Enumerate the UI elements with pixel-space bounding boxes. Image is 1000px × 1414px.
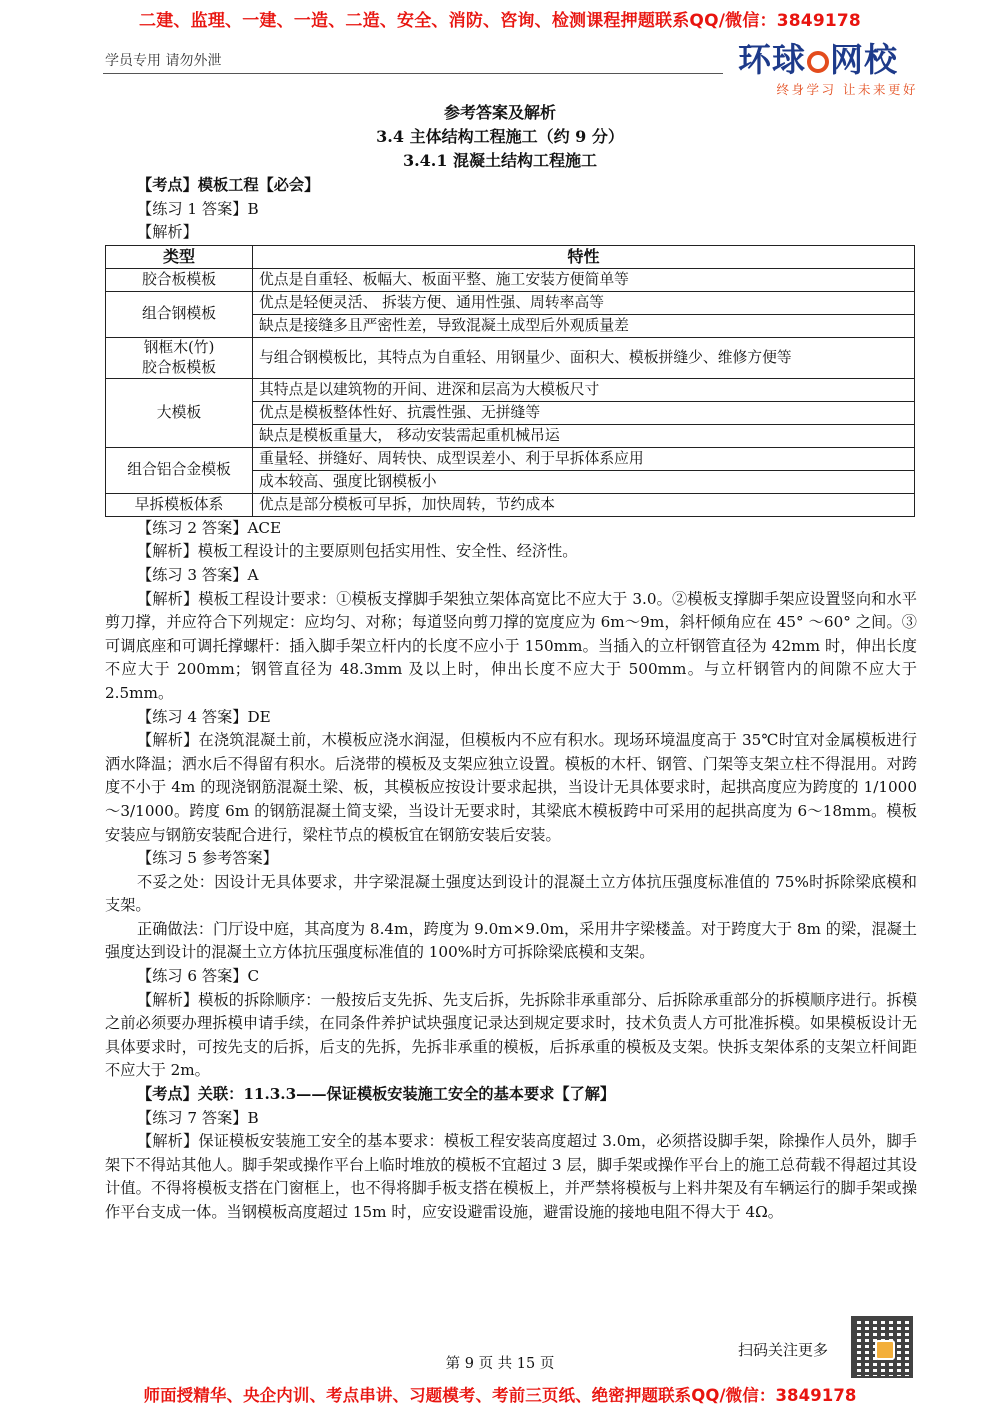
exercise-4-answer: 【练习 4 答案】DE bbox=[137, 707, 271, 726]
feature-cell: 优点是模板整体性好、抗震性强、无拼缝等 bbox=[253, 401, 915, 424]
type-cell-line: 钢框木(竹) bbox=[143, 338, 215, 356]
table-row bbox=[106, 268, 915, 291]
kaodian-heading: 【考点】模板工程【必会】 bbox=[137, 176, 320, 194]
logo-text-a: 环球 bbox=[738, 40, 806, 79]
top-ad-banner: 二建、监理、一建、一造、二造、安全、消防、咨询、检测课程押题联系QQ/微信：3849178 bbox=[139, 11, 861, 31]
feature-cell: 缺点是模板重量大， 移动安装需起重机械吊运 bbox=[253, 424, 915, 447]
table-row bbox=[106, 493, 915, 516]
feature-cell: 重量轻、拼缝好、周转快、成型误差小、利于早拆体系应用 bbox=[253, 447, 915, 470]
kaodian-heading-2: 【考点】关联：11.3.3——保证模板安装施工安全的基本要求【了解】 bbox=[137, 1085, 616, 1104]
exercise-2-answer: 【练习 2 答案】ACE bbox=[137, 518, 282, 537]
exercise-7-answer: 【练习 7 答案】B bbox=[137, 1108, 259, 1127]
feature-cell: 优点是自重轻、板幅大、板面平整、施工安装方便简单等 bbox=[253, 268, 915, 291]
logo-wordmark bbox=[738, 40, 918, 80]
exercise-6-analysis: 【解析】模板的拆除顺序：一般按后支先拆、先支后拆，先拆除非承重部分、后拆除承重部分的拆模顺序进行。拆模之前必须要办理拆模申请手续，在同条件养护试块强度记录达到规定要求时，技术负责人方可批准拆模。如果模板设计无具体要求时，可按先支的后拆，后支的先拆，先拆非承重的模板，后拆承重的模板及支架。快拆支架体系的支架立杆间距不应大于 2m。 bbox=[105, 990, 917, 1080]
table-row bbox=[106, 291, 915, 314]
scan-follow-text: 扫码关注更多 bbox=[738, 1341, 829, 1359]
bottom-ad-banner: 师面授精华、央企内训、考点串讲、习题模考、考前三页纸、绝密押题联系QQ/微信：3849178 bbox=[143, 1386, 857, 1405]
exercise-5-correct: 正确做法：门厅设中庭，其高度为 8.4m，跨度为 9.0m×9.0m，采用井字梁楼盖。对于跨度大于 8m 的梁，混凝土强度达到设计的混凝土立方体抗压强度标准值的 100%时方可拆除梁底模和支架。 bbox=[105, 919, 917, 962]
feature-cell: 优点是轻便灵活、 拆装方便、通用性强、周转率高等 bbox=[253, 291, 915, 314]
type-cell-line: 胶合板模板 bbox=[142, 358, 216, 376]
table-row bbox=[106, 378, 915, 401]
type-cell: 组合钢模板 bbox=[106, 291, 253, 337]
exercise-7-analysis: 【解析】保证模板安装施工安全的基本要求：模板工程安装高度超过 3.0m，必须搭设脚手架，除操作人员外，脚手架下不得站其他人。脚手架或操作平台上临时堆放的模板不宜超过 3 层，脚手架或操作平台上的施工总荷载不得超过其设计值。不得将模板支搭在门窗框上，也不得将脚手板支搭在模板上，并严禁将模板与上料井架及有车辆运行的脚手架或操作平台支成一体。当钢模板高度超过 15m 时，应安设避雷设施，避雷设施的接地电阻不得大于 4Ω。 bbox=[105, 1132, 917, 1221]
exercise-4-analysis: 【解析】在浇筑混凝土前，木模板应浇水润湿，但模板内不应有积水。现场环境温度高于 35℃时宜对金属模板进行洒水降温；洒水后不得留有积水。后浇带的模板及支架应独立设置。模板的木杆、钢管、门架等支架立柱不得混用。对跨度不小于 4m 的现浇钢筋混凝土梁、板，其模板应按设计要求起拱，当设计无具体要求时，起拱高度应为跨度的 1/1000～3/1000。跨度 6m 的钢筋混凝土简支梁，当设计无要求时，其梁底木模板跨中可采用的起拱高度为 6～18mm。模板安装应与钢筋安装配合进行，梁柱节点的模板宜在钢筋安装后安装。 bbox=[105, 731, 917, 844]
feature-cell: 缺点是接缝多且严密性差，导致混凝土成型后外观质量差 bbox=[253, 314, 915, 337]
exercise-3-answer: 【练习 3 答案】A bbox=[137, 565, 259, 584]
page-number: 第 9 页 共 15 页 bbox=[445, 1356, 555, 1372]
type-cell bbox=[106, 337, 253, 378]
logo-slogan: 终身学习 让未来更好 bbox=[776, 82, 918, 97]
exercise-1-analysis-label: 【解析】 bbox=[137, 223, 198, 242]
logo-ring-icon bbox=[807, 51, 829, 73]
type-cell: 胶合板模板 bbox=[106, 268, 253, 291]
header-divider bbox=[103, 73, 723, 74]
exercise-6-answer: 【练习 6 答案】C bbox=[137, 967, 260, 986]
exercise-1-answer: 【练习 1 答案】B bbox=[137, 199, 259, 218]
type-cell: 早拆模板体系 bbox=[106, 493, 253, 516]
table-header-feature: 特性 bbox=[253, 245, 915, 268]
table-header-row bbox=[106, 245, 915, 268]
chapter-title: 3.4 主体结构工程施工（约 9 分） bbox=[376, 127, 624, 146]
section-title: 3.4.1 混凝土结构工程施工 bbox=[402, 151, 598, 170]
exercise-3-analysis: 【解析】模板工程设计要求：①模板支撑脚手架独立架体高宽比不应大于 3.0。②模板支撑脚手架应设置竖向和水平剪刀撑，并应符合下列规定：应均匀、对称；每道竖向剪刀撑的宽度应为 6m～9m，斜杆倾角应在 45° ～60° 之间。③可调底座和可调托撑螺杆：插入脚手架立杆内的长度不应小于 150mm。当插入的立杆钢管直径为 42mm 时，伸出长度不应大于 200mm；钢管直径为 48.3mm 及以上时，伸出长度不应大于 500mm。与立杆钢管内的间隙不应大于 2.5mm。 bbox=[105, 589, 917, 702]
header-note: 学员专用 请勿外泄 bbox=[105, 53, 222, 69]
formwork-table bbox=[105, 245, 915, 517]
exercise-5-answer: 【练习 5 参考答案】 bbox=[137, 849, 278, 868]
feature-cell: 与组合钢模板比，其特点为自重轻、用钢量少、面积大、模板拼缝少、维修方便等 bbox=[253, 337, 915, 378]
feature-cell: 其特点是以建筑物的开间、进深和层高为大模板尺寸 bbox=[253, 378, 915, 401]
type-cell: 组合铝合金模板 bbox=[106, 447, 253, 493]
type-cell: 大模板 bbox=[106, 378, 253, 447]
page-title: 参考答案及解析 bbox=[443, 103, 556, 122]
feature-cell: 优点是部分模板可早拆，加快周转，节约成本 bbox=[253, 493, 915, 516]
exercise-2-analysis: 【解析】模板工程设计的主要原则包括实用性、安全性、经济性。 bbox=[137, 542, 578, 561]
table-row bbox=[106, 337, 915, 378]
feature-cell: 成本较高、强度比钢模板小 bbox=[253, 470, 915, 493]
section-titles bbox=[0, 101, 1000, 173]
exercise-5-improper: 不妥之处：因设计无具体要求，井字梁混凝土强度达到设计的混凝土立方体抗压强度标准值的 75%时拆除梁底模和支架。 bbox=[105, 872, 917, 915]
logo bbox=[738, 40, 918, 98]
table-row bbox=[106, 447, 915, 470]
table-header-type: 类型 bbox=[106, 245, 253, 268]
answer-content bbox=[105, 174, 917, 1225]
logo-text-b: 网校 bbox=[830, 40, 898, 79]
